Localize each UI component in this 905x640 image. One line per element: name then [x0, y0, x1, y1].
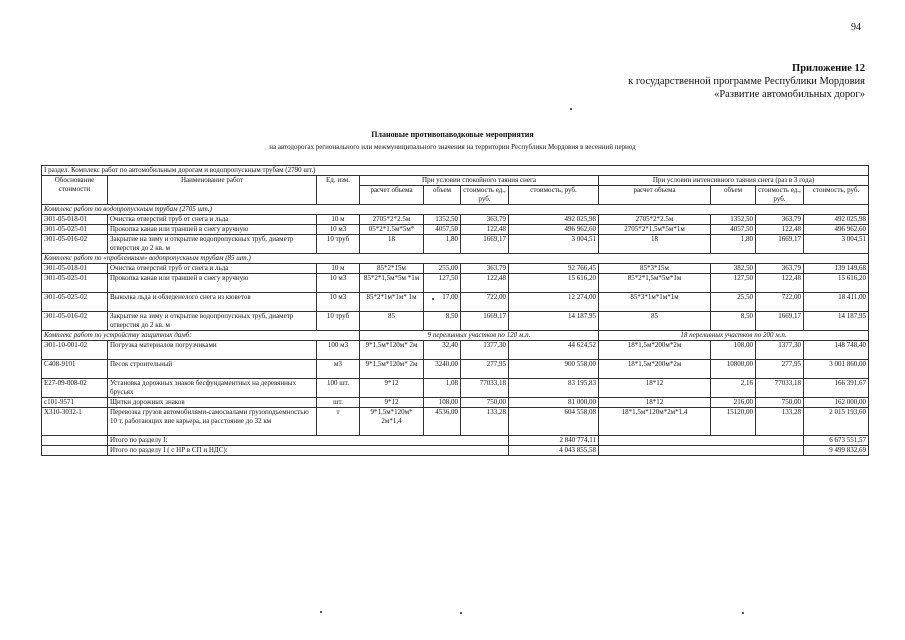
table-row: [42, 408, 869, 436]
header-calc: расчет объема: [360, 186, 424, 205]
unit-cost-cell: 722,00: [756, 293, 804, 312]
name-cell: Прокопка канав или траншей в снегу вручную: [108, 225, 317, 235]
group-row: [42, 254, 869, 264]
unit-cost-cell: 1669,17: [756, 312, 804, 331]
calc-cell: 85: [599, 312, 711, 331]
cost-cell: 148 748,40: [804, 341, 869, 360]
basis-cell: Э01-05-025-02: [42, 293, 108, 312]
unit-cost-cell: 1669,17: [756, 235, 804, 254]
unit-cost-cell: 1669,17: [461, 312, 509, 331]
unit-cost-cell: 133,28: [756, 408, 804, 436]
volume-cell: 8,50: [711, 312, 756, 331]
empty-cell: [42, 436, 108, 446]
volume-cell: 382,50: [711, 264, 756, 274]
unit-cost-cell: 122,48: [461, 225, 509, 235]
unit-cell: 100 шт.: [317, 379, 360, 398]
cost-cell: 166 391,67: [804, 379, 869, 398]
cost-cell: 14 187,95: [804, 312, 869, 331]
unit-cost-cell: 77033,18: [461, 379, 509, 398]
cost-cell: 81 000,00: [509, 398, 599, 408]
unit-cost-cell: 363,79: [756, 215, 804, 225]
unit-cell: 10 м: [317, 264, 360, 274]
volume-cell: 17,00: [424, 293, 461, 312]
appendix-line: к государственной программе Республики Мордовия: [628, 76, 865, 87]
document-subtitle: на автодорогах регионального или межмуниципального значения на территории Республики Мордовия в весенний период: [269, 143, 636, 151]
unit-cell: 10 м: [317, 215, 360, 225]
table-row: [42, 293, 869, 312]
basis-cell: Э01-05-025-01: [42, 225, 108, 235]
calc-cell: 18*1,5м*120м*2м*1,4: [599, 408, 711, 436]
calc-cell: 9*12: [360, 398, 424, 408]
unit-cost-cell: 133,28: [461, 408, 509, 436]
cost-cell: 496 962,60: [509, 225, 599, 235]
calc-cell: 18*1,5м*200м*2м: [599, 360, 711, 379]
cost-cell: 604 558,08: [509, 408, 599, 436]
scan-speck: [460, 612, 462, 614]
scan-speck: [570, 108, 572, 110]
volume-cell: 1,80: [424, 235, 461, 254]
cost-cell: 139 149,68: [804, 264, 869, 274]
total-intensive: 9 499 832,69: [804, 446, 869, 456]
scan-speck: [432, 298, 434, 300]
header-cost: стоимость, руб.: [509, 186, 599, 205]
volume-cell: 127,50: [424, 274, 461, 293]
volume-cell: 255,00: [424, 264, 461, 274]
volume-cell: 1352,50: [424, 215, 461, 225]
group-label: Комплекс работ по устройству защитных дамб:: [42, 331, 360, 341]
document-title: Плановые противопаводковые мероприятия: [371, 130, 534, 139]
name-cell: Очистка отверстий труб от снега и льда: [108, 264, 317, 274]
volume-cell: 25,50: [711, 293, 756, 312]
calc-cell: 18: [360, 235, 424, 254]
header-cost: стоимость, руб.: [804, 186, 869, 205]
name-cell: Песок строительный: [108, 360, 317, 379]
unit-cost-cell: 77033,18: [756, 379, 804, 398]
calc-cell: 18*1,5м*200м*2м: [599, 341, 711, 360]
unit-cost-cell: 750,00: [756, 398, 804, 408]
calc-cell: 85*3*1м*1м*1м: [599, 293, 711, 312]
name-cell: Установка дорожных знаков бесфундаментных на деревянных брусьях: [108, 379, 317, 398]
calc-cell: 85*2*1м*1м* 1м: [360, 293, 424, 312]
cost-cell: 162 000,00: [804, 398, 869, 408]
unit-cell: т: [317, 408, 360, 436]
cost-cell: 900 558,00: [509, 360, 599, 379]
unit-cell: 100 м3: [317, 341, 360, 360]
cost-cell: 83 195,83: [509, 379, 599, 398]
empty-cell: [42, 446, 108, 456]
basis-cell: с101-9571: [42, 398, 108, 408]
volume-cell: 3240,00: [424, 360, 461, 379]
basis-cell: Х310-3032-1: [42, 408, 108, 436]
unit-cost-cell: 277,95: [461, 360, 509, 379]
cost-cell: 492 025,98: [509, 215, 599, 225]
unit-cell: м3: [317, 360, 360, 379]
volume-cell: 1,08: [424, 379, 461, 398]
volume-cell: 8,50: [424, 312, 461, 331]
total-intensive: 6 673 551,57: [804, 436, 869, 446]
basis-cell: Э01-10-001-02: [42, 341, 108, 360]
calc-cell: 9*1,5м*120м* 2м*1,4: [360, 408, 424, 436]
volume-cell: 4057,50: [711, 225, 756, 235]
header-volume: объем: [711, 186, 756, 205]
calc-cell: 2705*2*2.5м: [599, 215, 711, 225]
name-cell: Перевозка грузов автомобилями-самосвалами грузоподъемностью 10 т, работающих вне карьера, на расстояние до 32 км: [108, 408, 317, 436]
cost-cell: 3 004,51: [804, 235, 869, 254]
volume-cell: 1,80: [711, 235, 756, 254]
unit-cell: 10 м3: [317, 293, 360, 312]
unit-cost-cell: 363,79: [461, 215, 509, 225]
cost-cell: 14 187,95: [509, 312, 599, 331]
volume-cell: 1352,50: [711, 215, 756, 225]
name-cell: Прокопка канав или траншей в снегу вручную: [108, 274, 317, 293]
volume-cell: 32,40: [424, 341, 461, 360]
unit-cost-cell: 1669,17: [461, 235, 509, 254]
cost-cell: 3 001 860,00: [804, 360, 869, 379]
unit-cost-cell: 363,79: [756, 264, 804, 274]
calc-cell: 85*2*1,5м*5м *1м: [360, 274, 424, 293]
volume-cell: 108,00: [711, 341, 756, 360]
header-volume: объем: [424, 186, 461, 205]
name-cell: Закрытие на зиму и открытие водопропускных труб, диаметр отверстия до 2 кв. м: [108, 312, 317, 331]
table-row: [42, 264, 869, 274]
header-calc: расчет объема: [599, 186, 711, 205]
header-name: Наименование работ: [108, 176, 317, 205]
calc-cell: 2705*2*1,5м*5м*1м: [599, 225, 711, 235]
unit-cost-cell: 722,00: [461, 293, 509, 312]
appendix-line: «Развитие автомобильных дорог»: [714, 89, 865, 100]
header-calm: При условии спокойного таяния снега: [360, 176, 599, 186]
unit-cost-cell: 363,79: [461, 264, 509, 274]
cost-cell: 44 624,52: [509, 341, 599, 360]
header-unit: Ед. изм.: [317, 176, 360, 205]
cost-cell: 12 274,00: [509, 293, 599, 312]
total-label: Итого по разделу I:: [108, 436, 509, 446]
name-cell: Выколка льда и обледенелого снега из кюветов: [108, 293, 317, 312]
cost-cell: 2 015 193,60: [804, 408, 869, 436]
calc-cell: 85*2*15м: [360, 264, 424, 274]
volume-cell: 4536,00: [424, 408, 461, 436]
table-row: [42, 312, 869, 331]
header-unit-cost: стоимость ед., руб.: [756, 186, 804, 205]
basis-cell: Э01-05-025-01: [42, 274, 108, 293]
calc-cell: 85*2*1,5м*5м*1м: [599, 274, 711, 293]
name-cell: Очистка отверстий труб от снега и льда: [108, 215, 317, 225]
calc-cell: 18*12: [599, 379, 711, 398]
unit-cost-cell: 1377,30: [756, 341, 804, 360]
basis-cell: Э01-05-016-02: [42, 312, 108, 331]
basis-cell: Э01-05-018-01: [42, 264, 108, 274]
group-label: Комплекс работ по водопропускным трубам (2705 шт.): [42, 205, 869, 215]
header-unit-cost: стоимость ед., руб.: [461, 186, 509, 205]
total-row: [42, 446, 869, 456]
volume-cell: 10800,00: [711, 360, 756, 379]
name-cell: Закрытие на зиму и открытие водопропускных труб, диаметр отверстия до 2 кв. м: [108, 235, 317, 254]
table-row: [42, 215, 869, 225]
basis-cell: С408-9101: [42, 360, 108, 379]
header-intensive: При условии интенсивного таяния снега (раз в 3 года): [599, 176, 869, 186]
calc-cell: 2705*2*2.5м: [360, 215, 424, 225]
calc-cell: 9*1,5м*120м* 2м: [360, 341, 424, 360]
name-cell: Щитки дорожных знаков: [108, 398, 317, 408]
cost-cell: 492 025,98: [804, 215, 869, 225]
calc-cell: 85: [360, 312, 424, 331]
empty-cell: [599, 446, 804, 456]
unit-cost-cell: 122,48: [756, 274, 804, 293]
unit-cell: шт.: [317, 398, 360, 408]
scan-speck: [320, 611, 322, 613]
calc-cell: 18: [599, 235, 711, 254]
table-row: [42, 235, 869, 254]
table-row: [42, 274, 869, 293]
volume-cell: 216,00: [711, 398, 756, 408]
unit-cost-cell: 1377,30: [461, 341, 509, 360]
name-cell: Погрузка материалов погрузчиками: [108, 341, 317, 360]
group-calm-note: 9 переливных участков по 120 м.п.: [360, 331, 599, 341]
table-row: [42, 398, 869, 408]
basis-cell: Э01-05-018-01: [42, 215, 108, 225]
group-label: Комплекс работ по «проблемным» водопропускным трубам (85 шт.): [42, 254, 869, 264]
total-calm: 4 043 855,58: [509, 446, 599, 456]
scan-speck: [742, 612, 744, 614]
calc-cell: 05*2*1.5м*5м*: [360, 225, 424, 235]
unit-cost-cell: 750,00: [461, 398, 509, 408]
page-number: 94: [851, 22, 861, 33]
table-row: [42, 225, 869, 235]
measures-table: [41, 165, 869, 456]
volume-cell: 4057,50: [424, 225, 461, 235]
cost-cell: 18 411,00: [804, 293, 869, 312]
basis-cell: Е27-09-008-02: [42, 379, 108, 398]
cost-cell: 3 004,51: [509, 235, 599, 254]
volume-cell: 127,50: [711, 274, 756, 293]
unit-cell: 10 труб: [317, 235, 360, 254]
basis-cell: Э01-05-016-02: [42, 235, 108, 254]
unit-cost-cell: 122,48: [461, 274, 509, 293]
calc-cell: 9*12: [360, 379, 424, 398]
table-row: [42, 341, 869, 360]
appendix-block: [628, 62, 865, 101]
volume-cell: 2,16: [711, 379, 756, 398]
cost-cell: 15 616,20: [804, 274, 869, 293]
group-row: [42, 205, 869, 215]
calc-cell: 9*1,5м*120м* 2м: [360, 360, 424, 379]
group-intensive-note: 18 переливных участков по 200 м.п.: [599, 331, 869, 341]
cost-cell: 15 616,20: [509, 274, 599, 293]
unit-cell: 10 м3: [317, 225, 360, 235]
cost-cell: 92 766,45: [509, 264, 599, 274]
volume-cell: 15120,00: [711, 408, 756, 436]
table-row: [42, 379, 869, 398]
unit-cell: 10 м3: [317, 274, 360, 293]
section-header: I раздел. Комплекс работ по автомобильным дорогам и водопропускным трубам (2790 шт.): [42, 166, 869, 176]
total-label: Итого по разделу I ( с НР в СП и НДС):: [108, 446, 509, 456]
cost-cell: 496 962,60: [804, 225, 869, 235]
table-row: [42, 360, 869, 379]
unit-cost-cell: 122,48: [756, 225, 804, 235]
unit-cell: 10 труб: [317, 312, 360, 331]
total-row: [42, 436, 869, 446]
appendix-heading: Приложение 12: [792, 63, 865, 74]
group-row: [42, 331, 869, 341]
calc-cell: 85*3*15м: [599, 264, 711, 274]
empty-cell: [599, 436, 804, 446]
total-calm: 2 840 774,11: [509, 436, 599, 446]
calc-cell: 18*12: [599, 398, 711, 408]
unit-cost-cell: 277,95: [756, 360, 804, 379]
header-basis: Обоснование стоимости: [42, 176, 108, 205]
volume-cell: 108,00: [424, 398, 461, 408]
